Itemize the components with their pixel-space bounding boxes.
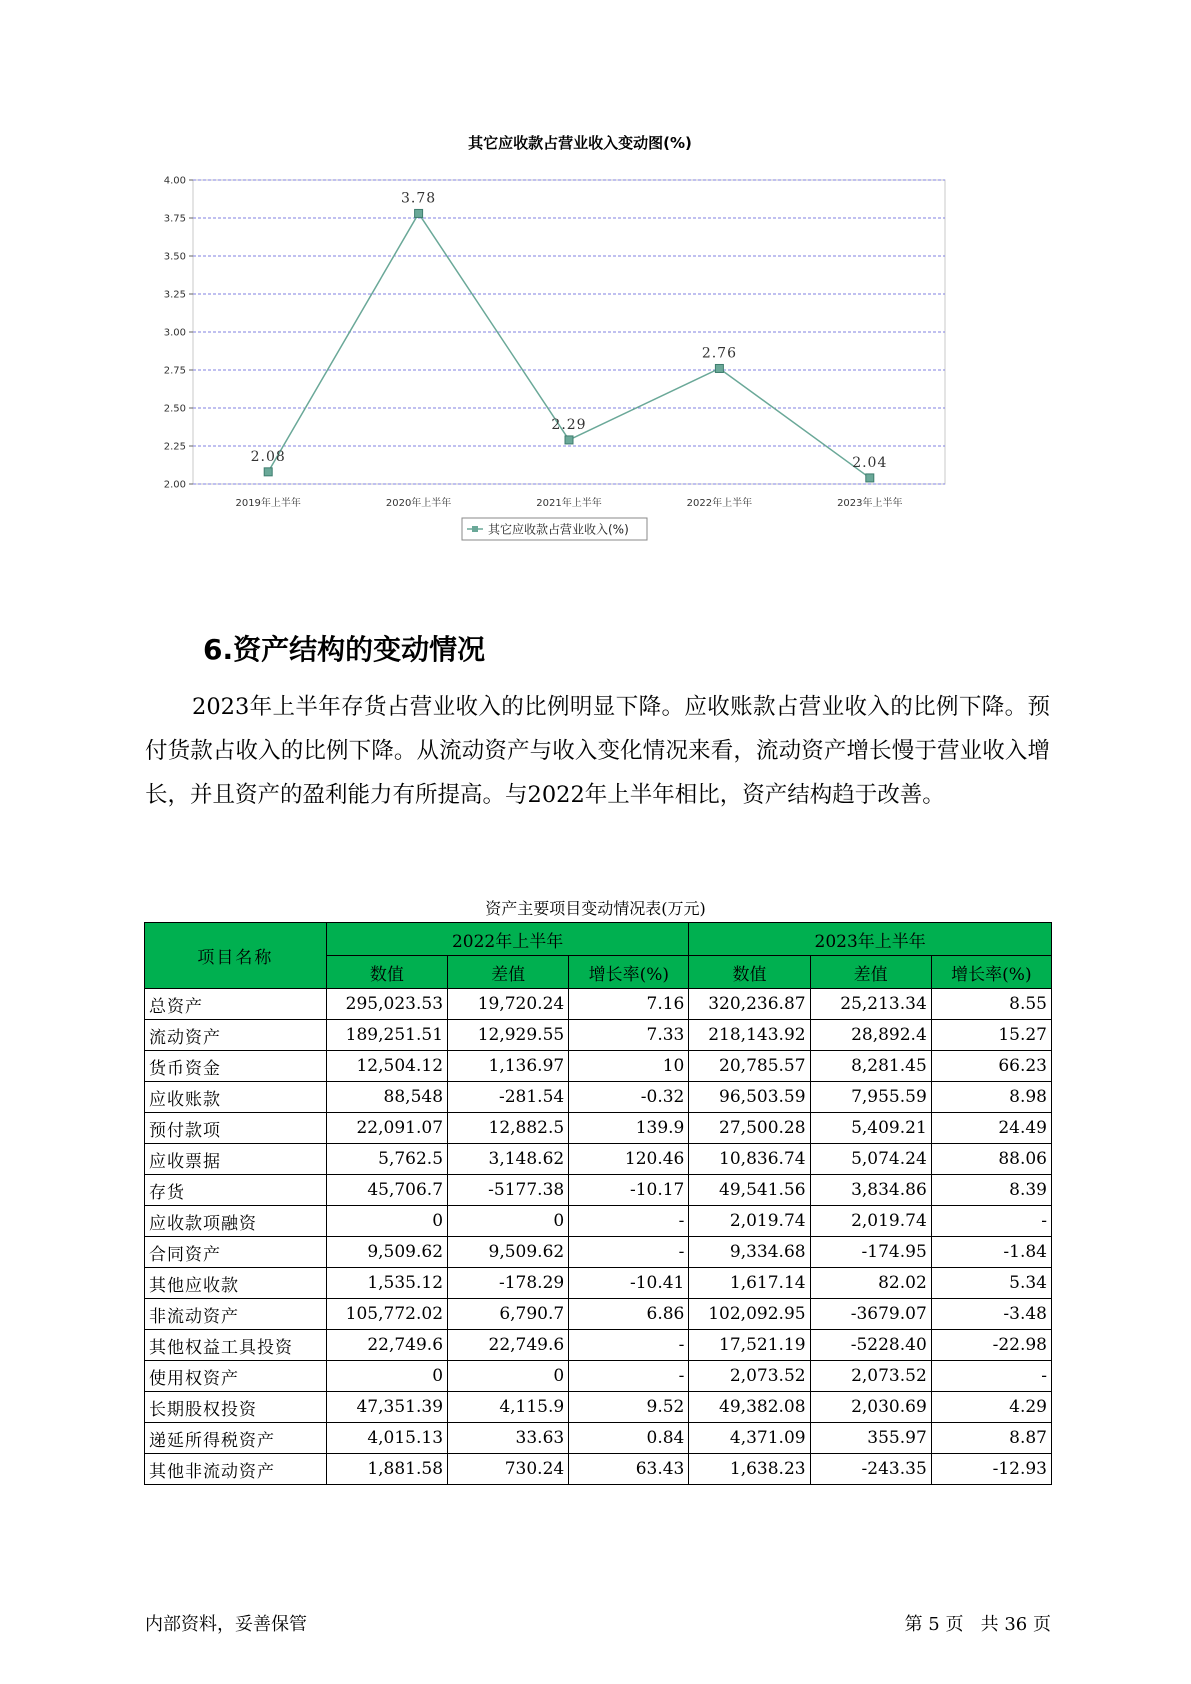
row-label: 应收票据 [145, 1144, 327, 1175]
x-tick-label: 2019年上半年 [235, 498, 301, 509]
table-cell: 102,092.95 [689, 1299, 810, 1330]
x-tick-label: 2023年上半年 [837, 498, 903, 509]
table-cell: 25,213.34 [810, 989, 931, 1020]
table-cell: 20,785.57 [689, 1051, 810, 1082]
data-label: 2.76 [701, 345, 737, 362]
table-row [145, 1113, 1052, 1144]
subheader-diff-2022: 差值 [448, 956, 569, 989]
table-cell: -12.93 [931, 1454, 1051, 1485]
table-cell: 12,929.55 [448, 1020, 569, 1051]
ratio-line-chart [135, 130, 1025, 600]
table-cell: 2,073.52 [810, 1361, 931, 1392]
data-point-marker [565, 436, 573, 444]
table-caption: 资产主要项目变动情况表(万元) [485, 899, 706, 918]
table-cell: 15.27 [931, 1020, 1051, 1051]
y-tick-label: 2.50 [163, 403, 186, 415]
table-cell: 4.29 [931, 1392, 1051, 1423]
table-cell: 22,749.6 [326, 1330, 447, 1361]
table-cell: 12,882.5 [448, 1113, 569, 1144]
table-cell: - [931, 1206, 1051, 1237]
asset-change-table [144, 922, 1052, 1485]
table-cell: 88.06 [931, 1144, 1051, 1175]
table-cell: 1,638.23 [689, 1454, 810, 1485]
table-cell: 2,073.52 [689, 1361, 810, 1392]
table-cell: -5177.38 [448, 1175, 569, 1206]
data-label: 2.04 [852, 454, 888, 471]
data-point-marker [415, 209, 423, 217]
table-cell: 3,148.62 [448, 1144, 569, 1175]
col-header-2022: 2022年上半年 [326, 923, 689, 956]
table-cell: 49,541.56 [689, 1175, 810, 1206]
table-cell: -3679.07 [810, 1299, 931, 1330]
row-label: 预付款项 [145, 1113, 327, 1144]
section-heading: 6.资产结构的变动情况 [203, 633, 486, 666]
table-cell: 9,509.62 [326, 1237, 447, 1268]
table-cell: 96,503.59 [689, 1082, 810, 1113]
row-label: 应收款项融资 [145, 1206, 327, 1237]
col-header-2023: 2023年上半年 [689, 923, 1052, 956]
table-cell: 9,509.62 [448, 1237, 569, 1268]
table-cell: 22,749.6 [448, 1330, 569, 1361]
table-cell: - [931, 1361, 1051, 1392]
table-cell: - [569, 1206, 689, 1237]
legend-label: 其它应收款占营业收入(%) [488, 522, 629, 537]
table-cell: 1,535.12 [326, 1268, 447, 1299]
row-label: 存货 [145, 1175, 327, 1206]
table-row [145, 1144, 1052, 1175]
table-row [145, 1330, 1052, 1361]
row-label: 其他权益工具投资 [145, 1330, 327, 1361]
table-cell: -22.98 [931, 1330, 1051, 1361]
table-cell: 2,030.69 [810, 1392, 931, 1423]
table-cell: 120.46 [569, 1144, 689, 1175]
y-tick-label: 3.00 [163, 327, 186, 339]
footer-page-number [905, 1610, 1051, 1636]
table-row [145, 1423, 1052, 1454]
table-cell: 17,521.19 [689, 1330, 810, 1361]
table-cell: 28,892.4 [810, 1020, 931, 1051]
y-tick-label: 3.50 [163, 251, 186, 263]
table-row [145, 1082, 1052, 1113]
table-cell: 0 [326, 1206, 447, 1237]
table-cell: 4,115.9 [448, 1392, 569, 1423]
legend-marker-swatch [472, 526, 478, 532]
table-cell: -178.29 [448, 1268, 569, 1299]
table-cell: -10.41 [569, 1268, 689, 1299]
table-cell: 0 [448, 1361, 569, 1392]
table-cell: 320,236.87 [689, 989, 810, 1020]
table-cell: -5228.40 [810, 1330, 931, 1361]
table-cell: 82.02 [810, 1268, 931, 1299]
table-cell: 9.52 [569, 1392, 689, 1423]
table-cell: 3,834.86 [810, 1175, 931, 1206]
row-label: 货币资金 [145, 1051, 327, 1082]
y-tick-label: 3.25 [163, 289, 186, 301]
footer-confidential-note: 内部资料，妥善保管 [145, 1614, 307, 1635]
table-cell: 88,548 [326, 1082, 447, 1113]
x-tick-label: 2021年上半年 [536, 498, 602, 509]
table-cell: 0 [326, 1361, 447, 1392]
table-cell: 189,251.51 [326, 1020, 447, 1051]
table-row [145, 1020, 1052, 1051]
table-cell: -281.54 [448, 1082, 569, 1113]
table-cell: 4,371.09 [689, 1423, 810, 1454]
table-cell: 9,334.68 [689, 1237, 810, 1268]
table-cell: 2,019.74 [689, 1206, 810, 1237]
data-point-marker [866, 474, 874, 482]
table-cell: - [569, 1361, 689, 1392]
table-cell: 22,091.07 [326, 1113, 447, 1144]
table-cell: 27,500.28 [689, 1113, 810, 1144]
table-cell: -243.35 [810, 1454, 931, 1485]
subheader-value-2022: 数值 [326, 956, 447, 989]
table-cell: 66.23 [931, 1051, 1051, 1082]
table-cell: 0 [448, 1206, 569, 1237]
table-cell: 1,617.14 [689, 1268, 810, 1299]
data-point-marker [264, 468, 272, 476]
table-cell: 33.63 [448, 1423, 569, 1454]
row-label: 合同资产 [145, 1237, 327, 1268]
table-cell: 49,382.08 [689, 1392, 810, 1423]
table-row [145, 1299, 1052, 1330]
table-cell: 1,881.58 [326, 1454, 447, 1485]
table-cell: 6,790.7 [448, 1299, 569, 1330]
table-cell: -1.84 [931, 1237, 1051, 1268]
data-point-marker [715, 364, 723, 372]
subheader-diff-2023: 差值 [810, 956, 931, 989]
chart-title: 其它应收款占营业收入变动图(%) [468, 134, 692, 152]
table-row [145, 989, 1052, 1020]
table-cell: 5,074.24 [810, 1144, 931, 1175]
table-row [145, 1051, 1052, 1082]
row-label: 应收账款 [145, 1082, 327, 1113]
table-cell: 10 [569, 1051, 689, 1082]
subheader-growth-2022: 增长率(%) [569, 956, 689, 989]
row-label: 流动资产 [145, 1020, 327, 1051]
table-header-row [145, 923, 1052, 956]
row-label: 长期股权投资 [145, 1392, 327, 1423]
row-label: 其他非流动资产 [145, 1454, 327, 1485]
table-cell: - [569, 1330, 689, 1361]
chart-canvas [135, 130, 1025, 600]
table-cell: 8,281.45 [810, 1051, 931, 1082]
table-row [145, 1206, 1052, 1237]
row-label: 递延所得税资产 [145, 1423, 327, 1454]
y-tick-label: 2.75 [163, 365, 186, 377]
y-tick-label: 3.75 [163, 213, 186, 225]
table-cell: 19,720.24 [448, 989, 569, 1020]
row-label: 非流动资产 [145, 1299, 327, 1330]
table-cell: 12,504.12 [326, 1051, 447, 1082]
table-cell: 218,143.92 [689, 1020, 810, 1051]
page-number-text: 第 5 页 共 36 页 [904, 1614, 1051, 1635]
table-cell: 8.55 [931, 989, 1051, 1020]
y-tick-label: 2.00 [163, 479, 186, 491]
table-cell: 2,019.74 [810, 1206, 931, 1237]
table-cell: -10.17 [569, 1175, 689, 1206]
table-cell: 10,836.74 [689, 1144, 810, 1175]
table-cell: 8.98 [931, 1082, 1051, 1113]
table-row [145, 1175, 1052, 1206]
x-tick-label: 2022年上半年 [686, 498, 753, 509]
table-cell: 139.9 [569, 1113, 689, 1144]
table-cell: -0.32 [569, 1082, 689, 1113]
row-label: 其他应收款 [145, 1268, 327, 1299]
table-row [145, 1361, 1052, 1392]
body-paragraph: 2023年上半年存货占营业收入的比例明显下降。应收账款占营业收入的比例下降。预付货款占收入的比例下降。从流动资产与收入变化情况来看，流动资产增长慢于营业收入增长，并且资产的盈利能力有所提高。与2022年上半年相比，资产结构趋于改善。 [145, 694, 1050, 808]
table-row [145, 1392, 1052, 1423]
table-cell: 7.16 [569, 989, 689, 1020]
table-cell: -3.48 [931, 1299, 1051, 1330]
table-cell: 5,409.21 [810, 1113, 931, 1144]
table-cell: 6.86 [569, 1299, 689, 1330]
table-cell: 4,015.13 [326, 1423, 447, 1454]
table-cell: 5.34 [931, 1268, 1051, 1299]
subheader-value-2023: 数值 [689, 956, 810, 989]
table-cell: 1,136.97 [448, 1051, 569, 1082]
table-cell: 63.43 [569, 1454, 689, 1485]
table-cell: -174.95 [810, 1237, 931, 1268]
table-cell: 5,762.5 [326, 1144, 447, 1175]
table-cell: 45,706.7 [326, 1175, 447, 1206]
table-cell: 47,351.39 [326, 1392, 447, 1423]
x-tick-label: 2020年上半年 [385, 498, 452, 509]
table-row [145, 1454, 1052, 1485]
data-label: 2.29 [551, 416, 587, 433]
data-label: 2.08 [250, 448, 286, 465]
table-cell: 7.33 [569, 1020, 689, 1051]
row-label: 总资产 [145, 989, 327, 1020]
col-header-item: 项目名称 [145, 923, 327, 989]
table-cell: 8.39 [931, 1175, 1051, 1206]
table-row [145, 1237, 1052, 1268]
table-cell: 24.49 [931, 1113, 1051, 1144]
table-cell: 0.84 [569, 1423, 689, 1454]
table-cell: 355.97 [810, 1423, 931, 1454]
y-tick-label: 4.00 [163, 175, 186, 187]
table-cell: 105,772.02 [326, 1299, 447, 1330]
table-cell: 8.87 [931, 1423, 1051, 1454]
data-label: 3.78 [401, 190, 437, 207]
table-body [145, 989, 1052, 1485]
table-cell: - [569, 1237, 689, 1268]
table-cell: 295,023.53 [326, 989, 447, 1020]
table-row [145, 1268, 1052, 1299]
table-cell: 7,955.59 [810, 1082, 931, 1113]
subheader-growth-2023: 增长率(%) [931, 956, 1051, 989]
table-cell: 730.24 [448, 1454, 569, 1485]
y-tick-label: 2.25 [163, 441, 186, 453]
row-label: 使用权资产 [145, 1361, 327, 1392]
